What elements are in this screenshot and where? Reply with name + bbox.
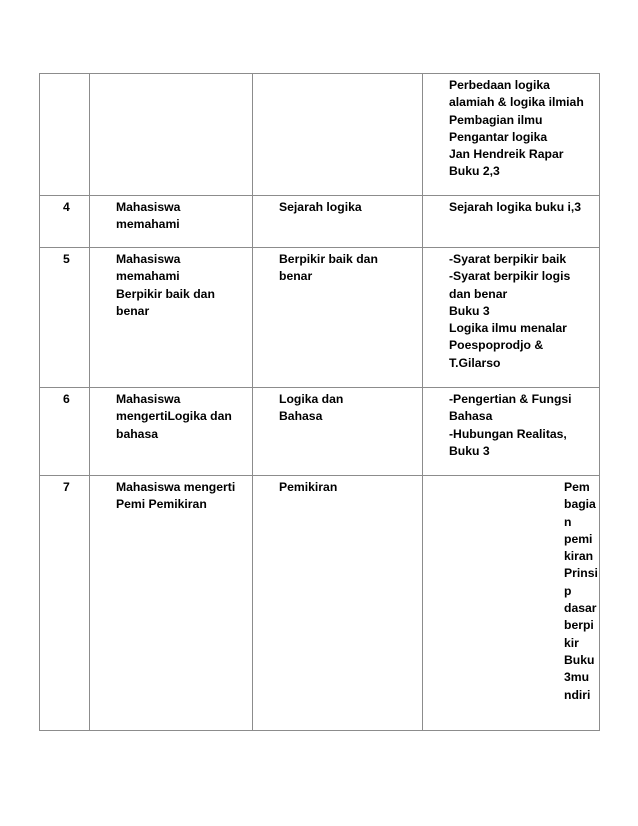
materials-line: Logika ilmu menalar [449,321,567,336]
goal-line: memahami [116,269,180,284]
narrow-materials-column [564,479,598,704]
materials-line: alamiah & logika ilmiah [449,95,584,110]
materials-line: Bahasa [449,409,493,424]
topic-cell [253,248,423,388]
goal-line: Berpikir baik dan [116,286,215,301]
materials-line: kir [564,635,579,650]
topic-line: Bahasa [279,409,323,424]
topic-line: Logika dan [279,392,344,406]
goal-line: Mahasiswa [116,392,181,406]
materials-line: T.Gilarso [449,355,501,370]
goal-line: mengertiLogika dan [116,409,232,424]
syllabus-table [39,73,600,731]
goal-line: Mahasiswa [116,252,181,266]
materials-line: Pembagian ilmu [449,112,543,127]
row-number-cell: 7 [40,476,90,731]
materials-line: -Syarat berpikir logis [449,269,571,284]
materials-line: -Syarat berpikir baik [449,252,567,266]
learning-goal-cell [90,74,253,196]
materials-line: kiran [564,549,594,564]
topic-line: benar [279,269,313,284]
goal-line: benar [116,303,150,318]
materials-line: Buku 2,3 [449,164,500,179]
materials-line: Perbedaan logika [449,78,550,92]
learning-goal-cell [90,476,253,731]
topic-line: Berpikir baik dan [279,252,378,266]
materials-line: ndiri [564,687,591,702]
materials-line: Prinsi [564,566,598,581]
materials-line: Buku 3 [449,443,490,458]
goal-line: bahasa [116,426,159,441]
topic-cell [253,476,423,731]
goal-line: Mahasiswa mengerti [116,480,236,494]
materials-line: Jan Hendreik Rapar [449,147,564,162]
goal-line: Mahasiswa [116,200,181,214]
materials-line: Buku 3 [449,303,490,318]
learning-goal-cell [90,196,253,248]
materials-line: Buku [564,652,595,667]
materials-line: bagia [564,497,596,512]
materials-line: -Hubungan Realitas, [449,426,567,441]
learning-goal-cell [90,248,253,388]
topic-cell [253,196,423,248]
materials-line: berpi [564,618,594,633]
learning-goal-cell [90,388,253,476]
materials-cell [423,74,600,196]
row-number-cell [40,74,90,196]
goal-line: Pemi Pemikiran [116,497,207,512]
materials-line: Sejarah logika buku i,3 [449,200,582,214]
materials-cell [423,248,600,388]
topic-cell [253,74,423,196]
goal-line: memahami [116,217,180,232]
table-row [40,196,600,248]
materials-line: dan benar [449,286,508,301]
row-number-cell: 5 [40,248,90,388]
topic-line: Pemikiran [279,480,338,494]
materials-line: n [564,514,572,529]
materials-line: p [564,583,572,598]
table-row [40,74,600,196]
materials-line: pemi [564,531,593,546]
table-row [40,476,600,731]
materials-cell [423,196,600,248]
materials-line: 3mu [564,670,590,685]
materials-cell [423,388,600,476]
materials-line: Pem [564,480,590,494]
table-row [40,248,600,388]
row-number-cell: 4 [40,196,90,248]
table-row [40,388,600,476]
materials-line: Poespoprodjo & [449,338,544,353]
materials-line: -Pengertian & Fungsi [449,392,572,406]
materials-cell [423,476,600,731]
topic-line: Sejarah logika [279,200,362,214]
row-number-cell: 6 [40,388,90,476]
materials-line: Pengantar logika [449,129,548,144]
topic-cell [253,388,423,476]
materials-line: dasar [564,601,597,616]
